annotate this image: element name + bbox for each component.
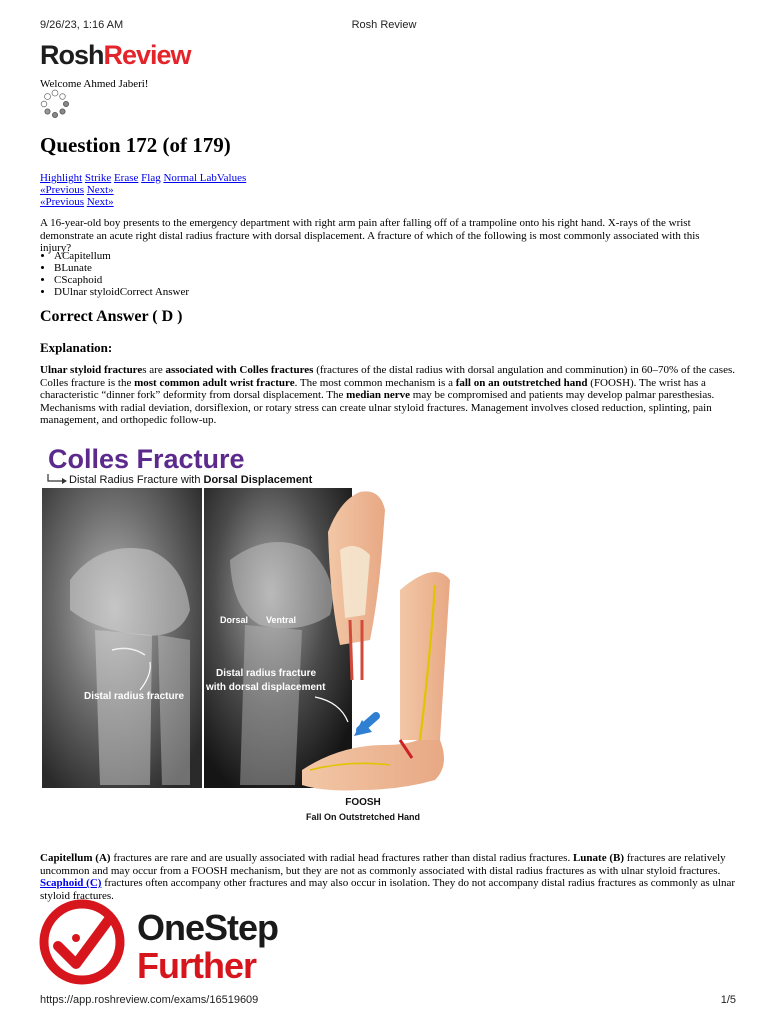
strike-link[interactable]: Strike <box>84 172 112 184</box>
onestep-further-logo <box>38 898 308 988</box>
label-with-dorsal-displacement: with dorsal displacement <box>206 682 326 693</box>
previous-link[interactable]: «Previous <box>40 184 84 196</box>
figure-subtitle: Distal Radius Fracture with Dorsal Displacement <box>69 474 313 486</box>
normal-lab-values-link[interactable]: Normal LabValues <box>163 172 247 184</box>
label-distal-radius-fracture-mid: Distal radius fracture <box>216 668 317 679</box>
explanation-paragraph: Ulnar styloid fractures are associated with Colles fractures (fractures of the distal radius with dorsal angulation and comminution) in 60–70% of the cases. Colles fracture is the most common adult wrist fracture. The most common mechanism is a fall on an outstretched hand (FOOSH). The wrist has a characteristic “dinner fork” deformity from dorsal displacement. The median nerve may be compromised and patients may develop palmar paresthesias. Mechanisms with radial deviation, dorsiflexion, or rotary stress can create ulnar styloid fractures. Management involves closed reduction, splinting, pain management, and orthopedic follow-up. <box>40 364 735 426</box>
label-distal-radius-fracture-left: Distal radius fracture <box>84 691 185 702</box>
loading-spinner-icon <box>40 89 70 119</box>
scaphoid-link[interactable]: Scaphoid (C) <box>40 877 102 889</box>
choice-a[interactable]: • ACapitellum <box>54 250 189 262</box>
print-datetime: 9/26/23, 1:16 AM <box>40 19 124 31</box>
onestep-text: OneStep <box>137 907 279 948</box>
correct-answer-heading: Correct Answer ( D ) <box>40 308 183 325</box>
caption-fall-on-outstretched-hand: Fall On Outstretched Hand <box>305 812 421 822</box>
highlight-link[interactable]: Highlight <box>40 172 83 184</box>
question-toolbar <box>40 172 246 208</box>
forearm-illustration <box>400 572 450 740</box>
print-url: https://app.roshreview.com/exams/16519609 <box>40 994 259 1006</box>
choice-b[interactable]: • BLunate <box>54 262 189 274</box>
explanation-paragraph-2: Capitellum (A) fractures are rare and are usually associated with radial head fractures rather than distal radius fractures. Lunate (B) fractures are relatively uncommon and may occur from a FOOSH mechanism, but they are not as commonly associated with distal radius fractures as with ulnar styloid fractures. Scaphoid (C) fractures often accompany other fractures and may also occur in isolation. They do not accompany distal radius fractures as commonly as ulnar styloid fractures. <box>40 852 736 902</box>
next-link[interactable]: Next» <box>86 184 114 196</box>
next-link-2[interactable]: Next» <box>86 196 114 208</box>
print-page-number: 1/5 <box>720 994 736 1006</box>
welcome-message: Welcome Ahmed Jaberi! <box>40 78 149 90</box>
explanation-heading: Explanation: <box>40 340 113 355</box>
question-stem: A 16-year-old boy presents to the emergency department with right arm pain after falling off of a trampoline onto his right hand. X-rays of the wrist demonstrate an acute right distal radius fracture with dorsal displacement. A fracture of which of the following is most commonly associated with this injury? <box>40 217 700 254</box>
answer-choices <box>40 250 189 298</box>
question-title: Question 172 (of 179) <box>40 133 231 157</box>
label-ventral: Ventral <box>266 615 297 625</box>
label-dorsal: Dorsal <box>220 615 249 625</box>
previous-link-2[interactable]: «Previous <box>40 196 84 208</box>
flag-link[interactable]: Flag <box>141 172 161 184</box>
further-text: Further <box>137 945 256 986</box>
colles-fracture-figure <box>40 440 500 830</box>
print-page-title: Rosh Review <box>351 19 417 31</box>
rosh-review-logo[interactable]: RoshReview <box>40 40 191 70</box>
figure-title: Colles Fracture <box>48 444 245 474</box>
caption-foosh: FOOSH <box>345 797 381 808</box>
choice-d[interactable]: • DUlnar styloidCorrect Answer <box>54 286 189 298</box>
erase-link[interactable]: Erase <box>113 172 139 184</box>
choice-c[interactable]: • CScaphoid <box>54 274 189 286</box>
